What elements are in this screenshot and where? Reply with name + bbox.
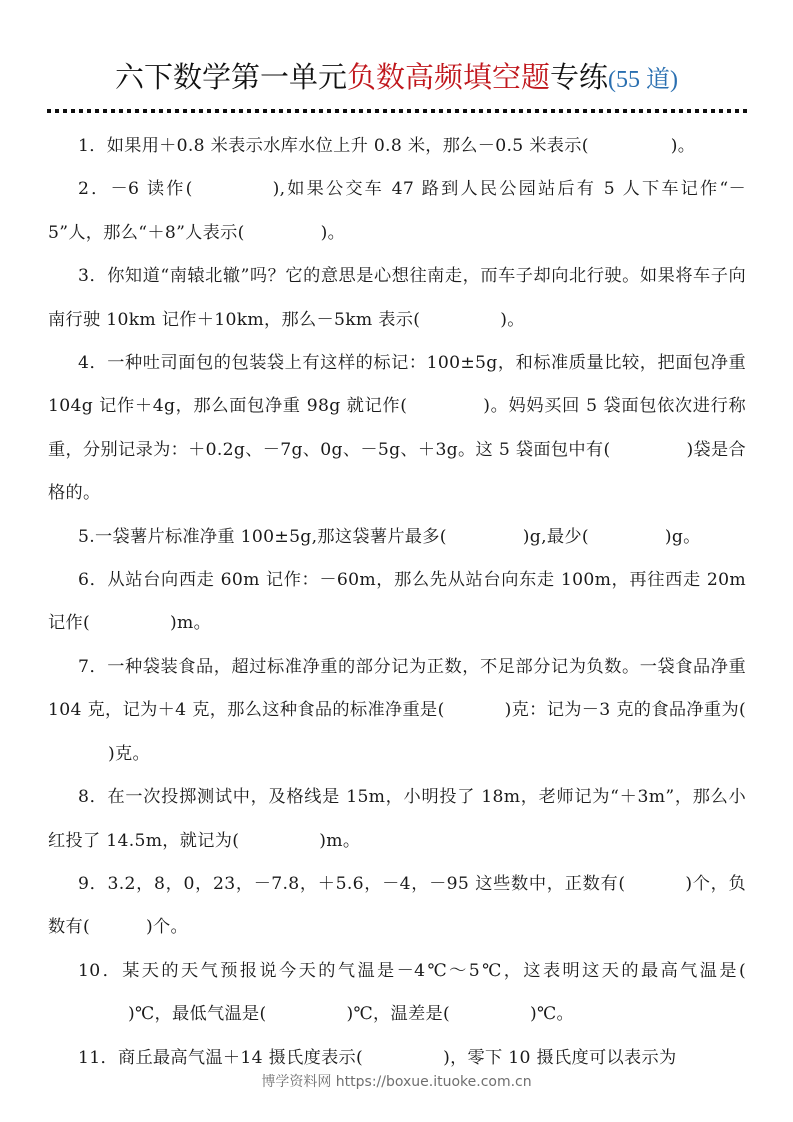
title-grade-unit: 六下数学第一单元 xyxy=(114,60,347,94)
question-text: )。 xyxy=(500,309,525,330)
question-1 xyxy=(48,125,746,168)
question-text: 3．你知道“南辕北辙”吗？它的意思是心想往南走，而车子却向北行驶。如果将车子向南行驶 10km 记作＋10km，那么－5km 表示( xyxy=(48,266,746,330)
question-text: 9．3.2，8，0，23，－7.8，＋5.6，－4，－95 这些数中，正数有( xyxy=(78,873,626,894)
question-text: ),如果公交车 47 路到人民公园站后有 5 人下车记作“－5”人，那么“＋8”人表示( xyxy=(48,179,746,243)
question-10 xyxy=(48,950,746,1037)
title-topic: 负数高频填空题 xyxy=(347,60,551,94)
question-text: 8．在一次投掷测试中，及格线是 15m，小明投了 18m，老师记为“＋3m”，那么小红投了 14.5m，就记为( xyxy=(48,787,746,851)
question-3 xyxy=(48,255,746,342)
question-text: 6．从站台向西走 60m 记作：－60m，那么先从站台向东走 100m，再往西走 20m 记作( xyxy=(48,570,746,634)
question-text: 7．一种袋装食品，超过标准净重的部分记为正数，不足部分记为负数。一袋食品净重 104 克，记为＋4 克，那么这种食品的标准净重是( xyxy=(48,656,746,721)
question-text: )克。 xyxy=(108,743,150,764)
question-text: )g。 xyxy=(664,526,701,547)
question-5 xyxy=(48,516,746,559)
question-text: )袋是合格的。 xyxy=(48,439,747,504)
question-text: )℃，最低气温是( xyxy=(128,1004,267,1025)
question-text: )克：记为－3 克的食品净重为( xyxy=(504,700,746,721)
question-text: )。 xyxy=(320,222,346,243)
question-text: 4．一种吐司面包的包装袋上有这样的标记：100±5g，和标准质量比较，把面包净重 104g 记作＋4g，那么面包净重 98g 就记作( xyxy=(48,353,746,417)
title-count: (55 道) xyxy=(608,67,679,93)
dotted-divider xyxy=(47,109,747,113)
question-text: )m。 xyxy=(169,613,212,634)
question-8 xyxy=(48,776,746,863)
question-9 xyxy=(48,863,746,950)
question-text: )℃，温差是( xyxy=(346,1004,450,1025)
question-text: )。妈妈买回 5 袋面包依次进行称重，分别记录为：＋0.2g、－7g、0g、－5g、＋3g。这 5 袋面包中有( xyxy=(48,396,746,460)
question-text: 1．如果用＋0.8 米表示水库水位上升 0.8 米，那么－0.5 米表示( xyxy=(78,136,589,156)
question-text: )个，负数有( xyxy=(48,873,746,938)
question-text: )。 xyxy=(670,136,696,156)
question-text: 5.一袋薯片标准净重 100±5g,那这袋薯片最多( xyxy=(78,526,447,547)
question-text: 10．某天的天气预报说今天的气温是－4℃～5℃，这表明这天的最高气温是( xyxy=(78,960,746,981)
footer-watermark: 博学资料网 https://boxue.ituoke.com.cn xyxy=(261,1074,532,1090)
question-6 xyxy=(48,559,746,646)
title-practice: 专练 xyxy=(550,60,609,94)
question-text: )个。 xyxy=(145,917,188,938)
question-7 xyxy=(48,646,746,776)
question-2 xyxy=(48,168,746,255)
question-list xyxy=(48,125,746,1080)
question-text: )℃。 xyxy=(529,1004,574,1025)
page-title xyxy=(0,57,793,100)
question-text: 11．商丘最高气温＋14 摄氏度表示( xyxy=(78,1047,364,1068)
question-text: )m。 xyxy=(319,830,361,851)
question-text: )g,最少( xyxy=(522,526,589,547)
question-text: 2．－6 读作( xyxy=(78,179,193,200)
question-text: )，零下 10 摄氏度可以表示为 xyxy=(443,1047,677,1068)
question-4 xyxy=(48,342,746,516)
